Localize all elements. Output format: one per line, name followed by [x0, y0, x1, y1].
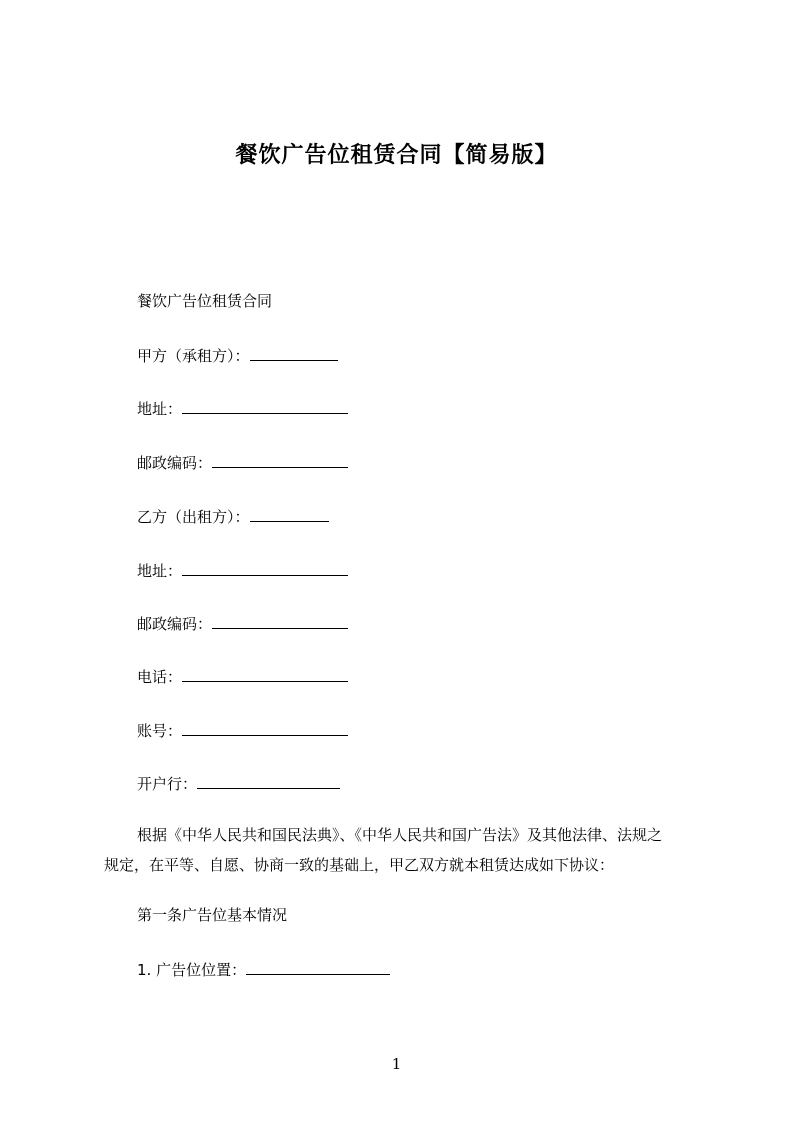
postcode-a-row: [137, 452, 348, 473]
document-title: 餐饮广告位租赁合同【简易版】: [235, 143, 558, 168]
postcode-b-label: 邮政编码：: [137, 615, 213, 633]
page-number: 1: [391, 1055, 402, 1073]
postcode-b-blank[interactable]: [212, 613, 348, 629]
article-1-heading: 第一条广告位基本情况: [137, 906, 288, 924]
preamble-paragraph: [104, 820, 704, 880]
address-b-row: [137, 560, 348, 581]
account-row: [137, 720, 348, 741]
postcode-a-blank[interactable]: [212, 452, 348, 468]
address-a-label: 地址：: [137, 400, 183, 418]
item-1-blank[interactable]: [246, 959, 390, 975]
item-1-label: 1. 广告位位置：: [137, 961, 247, 979]
phone-blank[interactable]: [182, 666, 348, 682]
bank-row: [137, 773, 340, 794]
party-b-row: [137, 506, 329, 527]
bank-label: 开户行：: [137, 775, 198, 793]
phone-row: [137, 666, 348, 687]
party-b-label: 乙方（出租方）：: [137, 508, 250, 526]
preamble-line-2: 规定，在平等、自愿、协商一致的基础上，甲乙双方就本租赁达成如下协议：: [104, 856, 615, 874]
address-a-row: [137, 398, 348, 419]
item-1-row: [137, 959, 390, 980]
contract-heading: 餐饮广告位租赁合同: [137, 292, 273, 310]
preamble-line-1: 根据《中华人民共和国民法典》、《中华人民共和国广告法》及其他法律、法规之: [137, 826, 663, 844]
party-a-label: 甲方（承租方）：: [137, 347, 250, 365]
address-a-blank[interactable]: [182, 398, 348, 414]
account-label: 账号：: [137, 722, 183, 740]
party-a-row: [137, 345, 338, 366]
bank-blank[interactable]: [197, 773, 340, 789]
party-b-blank[interactable]: [250, 506, 329, 522]
postcode-b-row: [137, 613, 348, 634]
phone-label: 电话：: [137, 668, 183, 686]
account-blank[interactable]: [182, 720, 348, 736]
postcode-a-label: 邮政编码：: [137, 454, 213, 472]
party-a-blank[interactable]: [250, 345, 338, 361]
address-b-label: 地址：: [137, 562, 183, 580]
address-b-blank[interactable]: [182, 560, 348, 576]
